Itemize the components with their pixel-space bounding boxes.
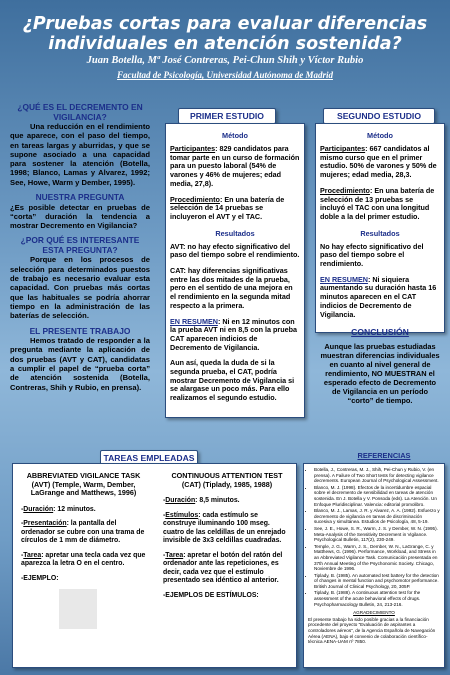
study1-procedimiento-label: Procedimiento bbox=[170, 194, 220, 204]
avt-tarea: : apretar una tecla cada vez que aparezca la letra O en el centro. bbox=[21, 551, 146, 568]
study1-resultados: Resultados bbox=[215, 228, 255, 238]
interes-text: Porque en los procesos de selección para determinados puestos de trabajo es necesario evaluar esta capacidad. Con pruebas más cortas que las habituales se podría ahorrar tiempo en la administración de las baterías de selección. bbox=[10, 255, 150, 321]
conclusion-block bbox=[315, 320, 445, 420]
avt-title: ABBREVIATED VIGILANCE TASK (AVT) (Temple, Warm, Dember, LaGrange and Matthews, 1996) bbox=[26, 471, 141, 498]
decremento-text: Una reducción en el rendimiento que aparece, con el paso del tiempo, en tareas largas y aburridas, y que se supone asociado a una capacidad para sostener la atención (Botella, 1998; Blanco, Lamas y Alvarez, 1992; See, Howe, Warm y Dember, 1995). bbox=[10, 122, 150, 187]
faculty: Facultad de Psicología, Universidad Autónoma de Madrid bbox=[117, 70, 333, 80]
study2-resumen-label: EN RESUMEN bbox=[320, 274, 368, 284]
reference-item: • Tiplady, B. (1985). An automated test battery for the detection of changes in mental function and psychomotor performance. British Journal of Clinical Psychology, 20, 305P. bbox=[314, 573, 440, 590]
study2-participantes: : 667 candidatos al mismo curso que en el primer estudio. 50% de varones y 50% de mujeres; edad media, 28,3. bbox=[320, 144, 437, 180]
intro-column bbox=[10, 103, 150, 398]
references-list bbox=[308, 467, 440, 607]
cat-column: CONTINUOUS ATTENTION TEST (CAT) (Tiplady, 1985, 1988) -Duración: 8,5 minutos. -Estímulos: cada estímulo se construye iluminando 100 mseg. cuatro de las celdillas de un enrejado invisible de 3x3 celdillas cuadradas. -Tarea: apretar el botón del ratón del ordenador ante las repeticiones, es decir, cada vez que el estímulo presentado sea idéntico al anterior. -EJEMPLOS DE ESTÍMULOS: bbox=[163, 472, 291, 606]
cat-duracion: : 8,5 minutos. bbox=[195, 497, 240, 505]
avt-tarea-label: Tarea bbox=[23, 551, 42, 559]
section-heading-decremento: ¿QUÉ ES EL DECREMENTO EN VIGILANCIA? bbox=[17, 102, 143, 122]
study2-procedimiento-label: Procedimiento bbox=[320, 185, 370, 195]
tareas-panel bbox=[12, 463, 297, 668]
avt-column: ABBREVIATED VIGILANCE TASK (AVT) (Temple, Warm, Dember, LaGrange and Matthews, 1996) -Duración: 12 minutos. -Presentación: la pantalla del ordenador se cubre con una trama de círculos de 1 mm de diámetro. -Tarea: apretar una tecla cada vez que aparezca la letra O en el centro. -EJEMPLO: bbox=[21, 472, 146, 629]
cat-estimulos: : cada estímulo se construye iluminando 100 mseg. cuatro de las celdillas de un enrejado invisible de 3x3 celdillas cuadradas. bbox=[163, 511, 286, 545]
study1-metodo: Método bbox=[222, 131, 248, 140]
study2-resumen: : Ni siquiera aumentando su duración hasta 16 minutos aparecen en el CAT indicios de Decremento de Vigilancia. bbox=[320, 274, 437, 319]
study1-r1: AVT: no hay efecto significativo del paso del tiempo sobre el rendimiento. bbox=[170, 241, 300, 260]
acknowledgement-text: El presente trabajo ha sido posible gracias a la financiación procedente del proyecto “Evaluación de aspirantes a controladores aéreos”, de la Agencia Española de Navegación Aérea (AENA), bajo el convenio de colaboración científico-técnica AENA-UAM nº 7850. bbox=[308, 616, 436, 645]
acknowledgement-title: AGRADECIMIENTO bbox=[353, 610, 395, 616]
study2-header: SEGUNDO ESTUDIO bbox=[323, 108, 435, 124]
trabajo-text: Hemos tratado de responder a la pregunta mediante la aplicación de dos pruebas (AVT y CAT), candidatas a cumplir el papel de “prueba corta” de atención sostenida (Botella, Contreras, Shih y Rubio, en prensa). bbox=[10, 336, 150, 392]
avt-duracion-label: Duración bbox=[23, 505, 54, 513]
avt-example-image bbox=[59, 589, 97, 629]
section-heading-trabajo: EL PRESENTE TRABAJO bbox=[29, 325, 131, 336]
reference-item: • Blanco, M. J. (1998). Efectos de la incertidumbre espacial sobre el decremento de sensibilidad en tareas de atención sostenida. En J. Botella y V. Ponsoda (eds). La Atención. Un Enfoque Pluridisciplinar. Valencia: editorial promolibro. bbox=[314, 485, 440, 507]
reference-item: • Tiplady, B. (1988). A continuous attention test for the assessment of the acute behavioral effects of drugs. Psychopharmacology Bulletin, 24, 213-216. bbox=[314, 590, 440, 607]
section-heading-interes: ¿POR QUÉ ES INTERESANTE ESTA PREGUNTA? bbox=[20, 235, 140, 255]
tareas-header: TAREAS EMPLEADAS bbox=[100, 450, 198, 466]
reference-item: • See, J. E., Howe, S. R., Warm, J. S. y Dember, W. N. (1995). Meta-Analysis of the Sensitivity Decrement in Vigilance. Psychological Bulletin, 117(2), 230-249. bbox=[314, 526, 440, 543]
references-panel bbox=[303, 463, 445, 668]
study1-header: PRIMER ESTUDIO bbox=[178, 108, 276, 124]
study2-metodo: Método bbox=[367, 131, 393, 140]
study2-participantes-label: Participantes bbox=[320, 144, 366, 153]
pregunta-text: ¿Es posible detectar en pruebas de “corta” duración la tendencia a mostrar Decremento en Vigilancia? bbox=[10, 202, 150, 231]
reference-item: • Blanco, M. J., Lamas, J. R. y Alvarez, A. A. (1992). Esfuerzo y decremento de vigilancia en tareas de discriminación sucesiva y simultánea. Estudios de Psicología, 48, 5-19. bbox=[314, 508, 440, 525]
cat-tarea-label: Tarea bbox=[165, 551, 184, 559]
cat-estimulos-label: Estímulos bbox=[165, 511, 199, 519]
section-heading-pregunta: NUESTRA PREGUNTA bbox=[35, 192, 125, 203]
avt-ejemplo: -EJEMPLO: bbox=[21, 574, 59, 582]
study1-procedimiento: : En una batería de selección de 14 pruebas se incluyeron el AVT y el TAC. bbox=[170, 194, 285, 221]
references-header: REFERENCIAS bbox=[357, 451, 411, 460]
cat-duracion-label: Duración bbox=[165, 497, 196, 505]
study1-r3: Aun así, queda la duda de si la segunda prueba, el CAT, podría mostrar Decremento de Vigilancia si se alargase un poco más. Para ello realizamos el segundo estudio. bbox=[170, 358, 295, 403]
study1-panel bbox=[165, 123, 305, 418]
avt-presentacion-label: Presentación bbox=[23, 520, 67, 528]
reference-item: • Botella, J., Contreras, M. J., Shih, Pei-Chun y Rubio, V. (en prensa). A Failure of Two Short tests for detecting vigilance decrements. European Journal of Psychological Assessment. bbox=[314, 467, 440, 484]
poster-title: ¿Pruebas cortas para evaluar diferencias individuales en atención sostenida? bbox=[22, 14, 428, 54]
avt-duracion: : 12 minutos. bbox=[53, 505, 96, 513]
study2-procedimiento: : En una batería de selección de 13 pruebas se incluyó el TAC con una longitud doble a la del primer estudio. bbox=[320, 185, 435, 221]
authors: Juan Botella, Mª José Contreras, Pei-Chun Shih y Víctor Rubio bbox=[86, 55, 364, 66]
conclusion-title: CONCLUSIÓN bbox=[351, 327, 409, 337]
study2-r1: No hay efecto significativo del paso del tiempo sobre el rendimiento. bbox=[320, 241, 424, 269]
cat-title: CONTINUOUS ATTENTION TEST (CAT) (Tiplady, 1985, 1988) bbox=[171, 471, 283, 489]
study2-resultados: Resultados bbox=[360, 228, 400, 238]
cat-tarea: : apretar el botón del ratón del ordenador ante las repeticiones, es decir, cada vez que el estímulo presentado sea idéntico al anterior. bbox=[163, 551, 283, 585]
avt-presentacion: : la pantalla del ordenador se cubre con una trama de círculos de 1 mm de diámetro. bbox=[21, 520, 145, 545]
study2-panel bbox=[315, 123, 445, 333]
study1-participantes: : 829 candidatos para tomar parte en un curso de formación para un puesto laboral (54% de varones y 46% de mujeres; edad media, 27,8). bbox=[170, 144, 300, 188]
cat-ejemplos: -EJEMPLOS DE ESTÍMULOS: bbox=[163, 591, 259, 599]
study1-resumen-label: EN RESUMEN bbox=[170, 316, 218, 326]
reference-item: • Temple, J. G., Warm, J. S., Dember, W. N., LaGrange, C. y Matthews, G. (1996). Performance, Workload, and Stress in an Abbreviated Vigilance Task. Comunicación presentada en 37th Annual Meeting of the Psychonomic Society. Chicago, Noviembre de 1996. bbox=[314, 544, 440, 572]
conclusion-text: Aunque las pruebas estudiadas muestran diferencias individuales en cuanto al nivel general de rendimiento, NO MUESTRAN el esperado efecto de Decremento de Vigilancia en un período “corto” de tiempo. bbox=[320, 342, 440, 405]
study1-r2: CAT: hay diferencias significativas entre las dos mitades de la prueba, pero en el sentido de una mejora en el rendimiento en la segunda mitad respecto a la primera. bbox=[170, 266, 293, 310]
study1-participantes-label: Participantes bbox=[170, 144, 216, 153]
study1-resumen: : Ni en 12 minutos con la prueba AVT ni en 8,5 con la prueba CAT aparecen indicios de Decremento de Vigilancia. bbox=[170, 316, 298, 352]
